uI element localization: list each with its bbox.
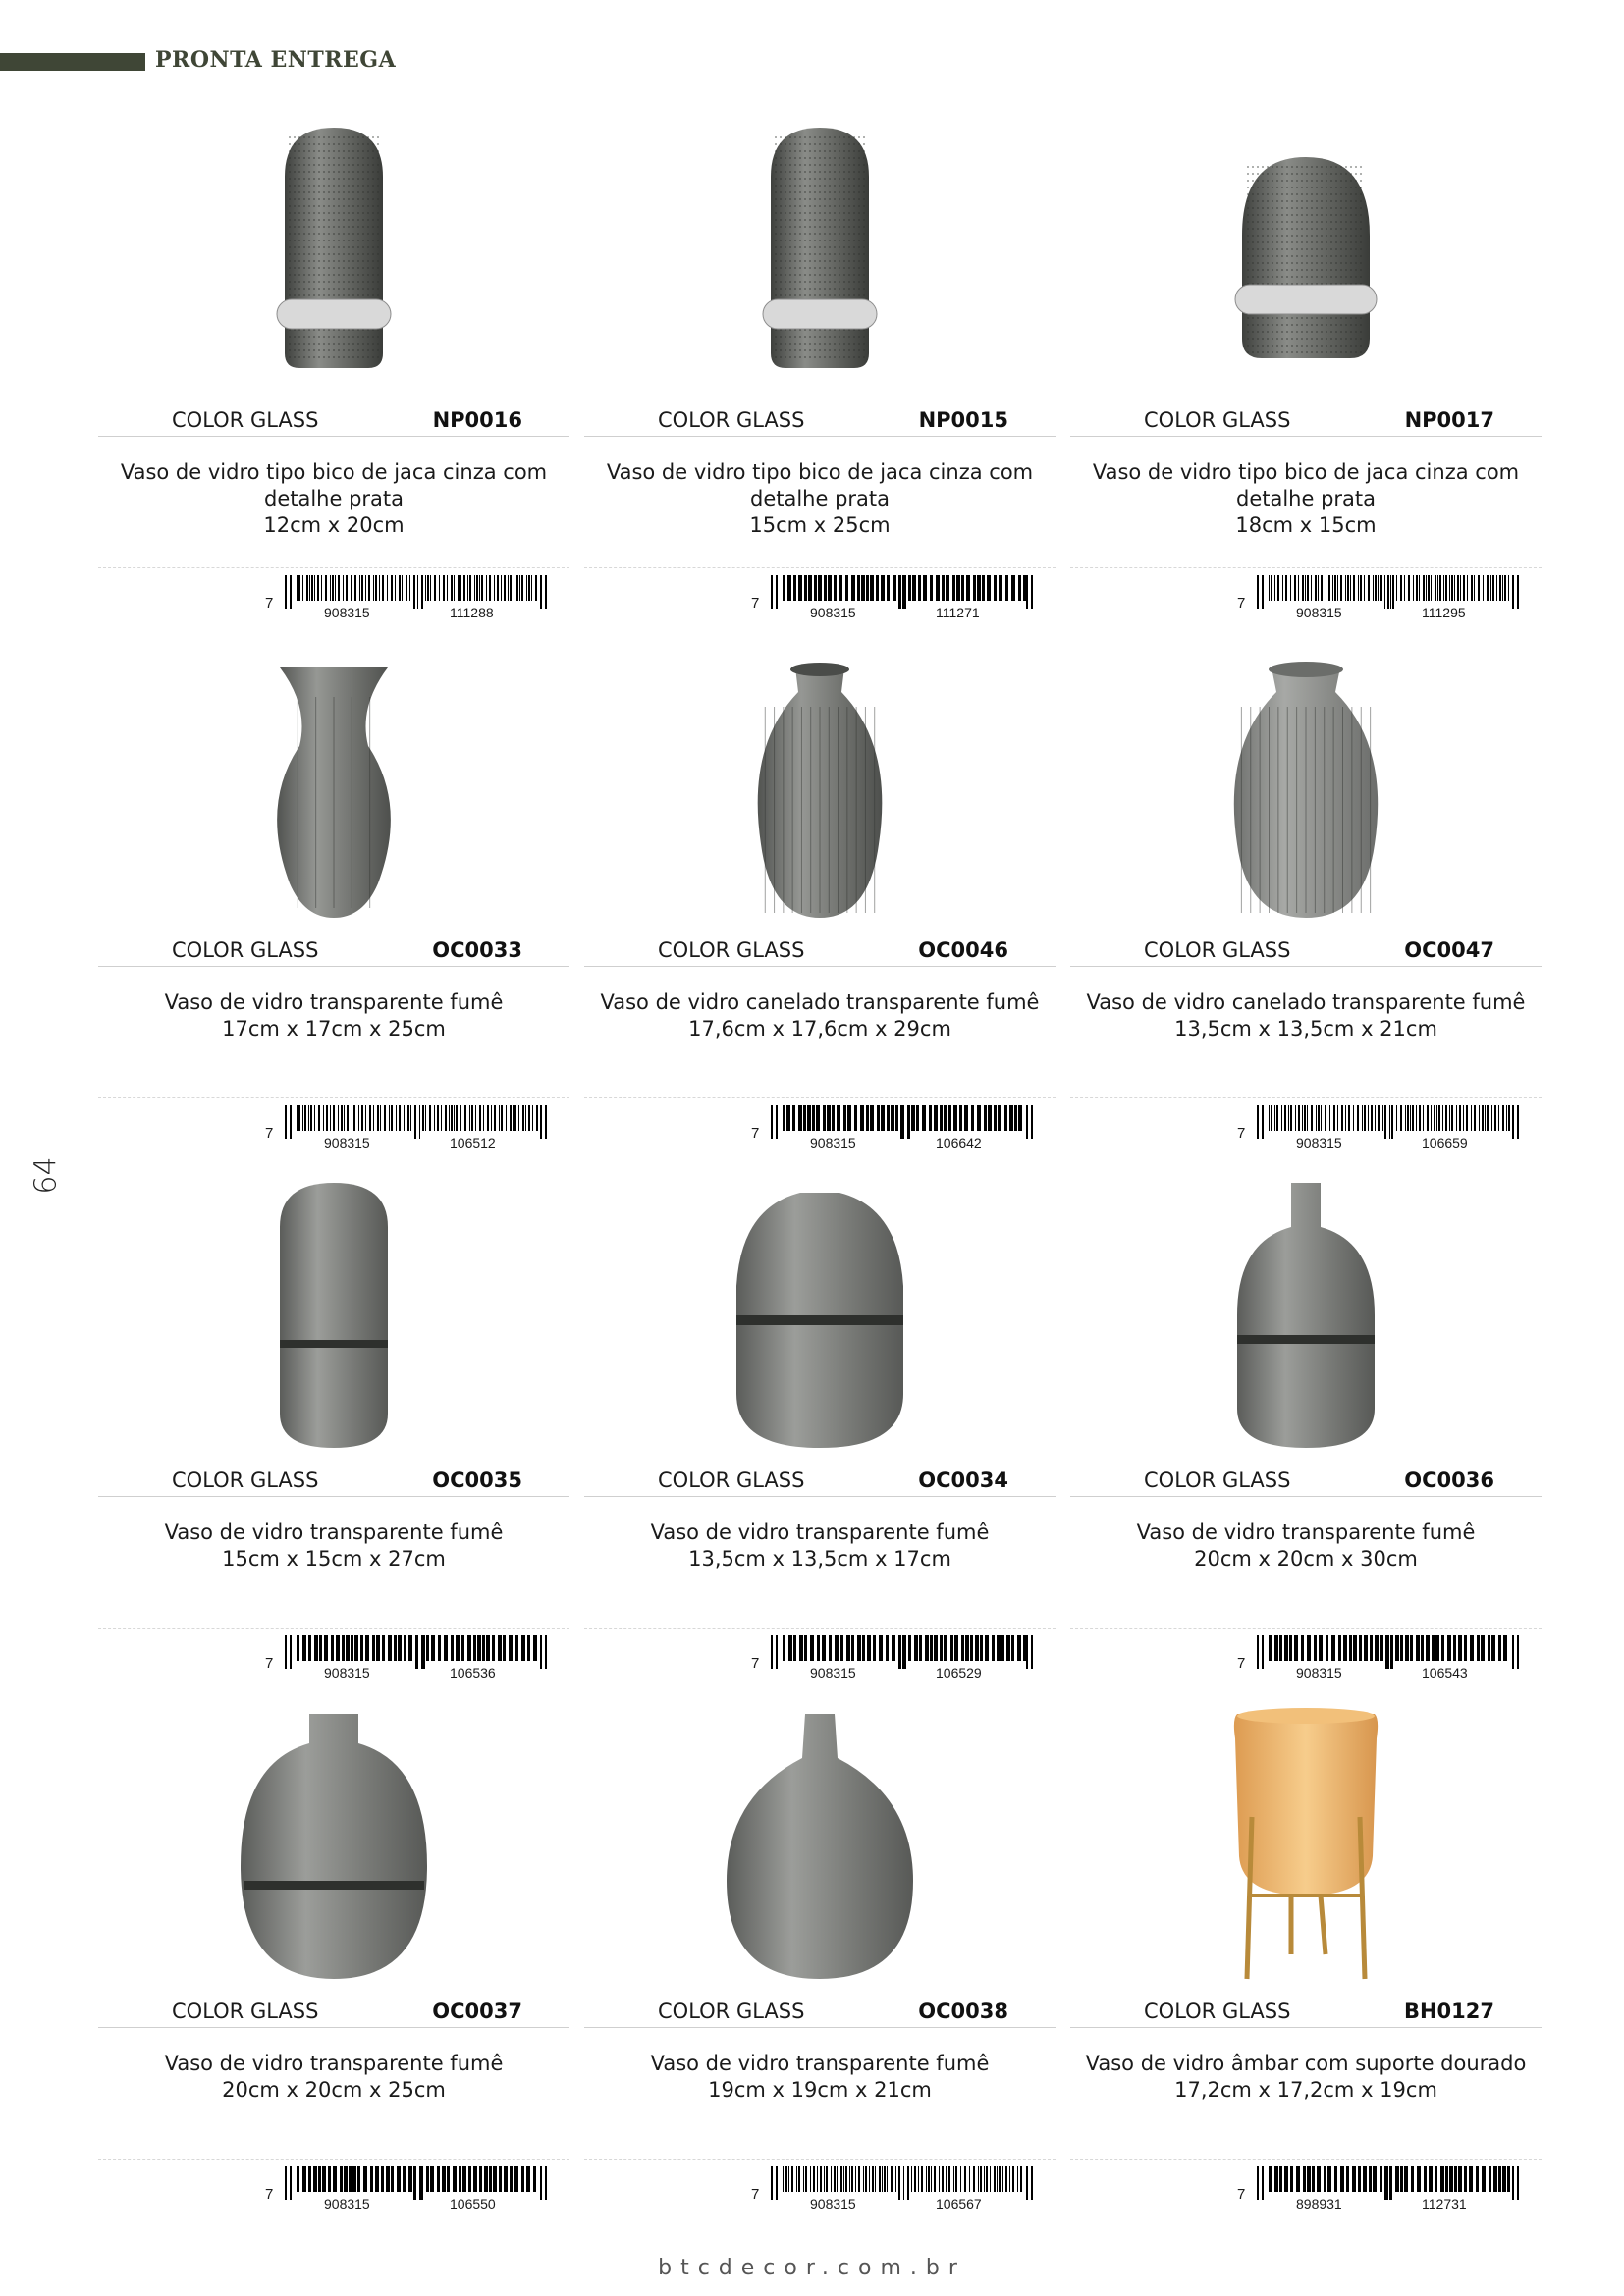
product-code: OC0036 xyxy=(1404,1468,1494,1492)
product-code: OC0037 xyxy=(432,2000,522,2023)
product-photo xyxy=(98,98,569,402)
product-description xyxy=(1070,989,1542,1042)
product-photo xyxy=(1070,1158,1542,1463)
product-description xyxy=(584,1520,1056,1573)
description-line: detalhe prata xyxy=(749,487,891,510)
barcode-digits: 7 xyxy=(1237,2186,1246,2203)
barcode-digits: 908315 xyxy=(1296,605,1342,620)
product-label-row xyxy=(584,1465,1056,1497)
product-code: NP0017 xyxy=(1404,408,1494,432)
product-card xyxy=(1070,628,1542,1163)
barcode xyxy=(265,1105,550,1152)
product-category: COLOR GLASS xyxy=(658,2000,805,2023)
product-code: OC0035 xyxy=(432,1468,522,1492)
divider xyxy=(98,567,569,568)
product-code: OC0034 xyxy=(918,1468,1008,1492)
description-line: 19cm x 19cm x 21cm xyxy=(708,2078,932,2102)
product-photo xyxy=(584,1689,1056,1994)
product-category: COLOR GLASS xyxy=(658,408,805,432)
product-card xyxy=(584,628,1056,1163)
product-description xyxy=(1070,1520,1542,1573)
product-card xyxy=(1070,98,1542,633)
product-card xyxy=(1070,1689,1542,2224)
product-label-row xyxy=(98,1996,569,2028)
page-title: PRONTA ENTREGA xyxy=(155,47,397,73)
divider xyxy=(98,1628,569,1629)
divider xyxy=(1070,1628,1542,1629)
barcode-digits: 908315 xyxy=(810,605,856,620)
description-line: 15cm x 15cm x 27cm xyxy=(222,1547,446,1571)
description-line: 12cm x 20cm xyxy=(263,513,405,537)
barcode xyxy=(751,575,1036,622)
product-description xyxy=(584,2051,1056,2104)
barcode-digits: 7 xyxy=(265,1655,274,1672)
description-line: Vaso de vidro transparente fumê xyxy=(650,1521,990,1544)
product-card xyxy=(98,98,569,633)
product-code: OC0046 xyxy=(918,938,1008,962)
divider xyxy=(1070,2159,1542,2160)
barcode-digits: 111295 xyxy=(1422,605,1466,620)
description-line: Vaso de vidro tipo bico de jaca cinza com xyxy=(120,460,548,484)
product-card xyxy=(98,1689,569,2224)
barcode-digits: 106536 xyxy=(450,1665,496,1681)
barcode-digits: 106543 xyxy=(1422,1665,1468,1681)
barcode-digits: 7 xyxy=(265,2186,274,2203)
barcode-digits: 908315 xyxy=(324,1665,370,1681)
product-card xyxy=(98,628,569,1163)
page-number: 64 xyxy=(28,1156,64,1195)
product-photo xyxy=(98,1158,569,1463)
description-line: Vaso de vidro canelado transparente fumê xyxy=(600,990,1040,1014)
barcode-digits: 111288 xyxy=(450,605,494,620)
product-description xyxy=(98,459,569,539)
product-category: COLOR GLASS xyxy=(172,1468,319,1492)
description-line: 13,5cm x 13,5cm x 17cm xyxy=(688,1547,951,1571)
barcode-digits: 908315 xyxy=(1296,1665,1342,1681)
product-category: COLOR GLASS xyxy=(658,1468,805,1492)
product-description xyxy=(98,2051,569,2104)
product-code: BH0127 xyxy=(1403,2000,1494,2023)
description-line: 17,6cm x 17,6cm x 29cm xyxy=(688,1017,951,1041)
product-label-row xyxy=(1070,404,1542,437)
barcode-digits: 908315 xyxy=(324,1135,370,1150)
barcode-digits: 898931 xyxy=(1296,2196,1342,2212)
barcode-bars xyxy=(1257,1635,1522,1669)
product-category: COLOR GLASS xyxy=(1144,1468,1291,1492)
barcode-digits: 7 xyxy=(265,595,274,612)
product-photo xyxy=(1070,1689,1542,1994)
product-photo xyxy=(1070,628,1542,933)
product-label-row xyxy=(1070,1996,1542,2028)
product-photo xyxy=(1070,98,1542,402)
barcode xyxy=(751,1105,1036,1152)
description-line: Vaso de vidro tipo bico de jaca cinza com xyxy=(606,460,1034,484)
description-line: detalhe prata xyxy=(1235,487,1377,510)
product-code: OC0033 xyxy=(432,938,522,962)
barcode-digits: 7 xyxy=(1237,1125,1246,1142)
barcode-digits: 7 xyxy=(265,1125,274,1142)
product-photo xyxy=(584,98,1056,402)
product-code: OC0038 xyxy=(918,2000,1008,2023)
barcode xyxy=(751,1635,1036,1682)
barcode-bars xyxy=(771,1635,1036,1669)
barcode xyxy=(1237,575,1522,622)
barcode-digits: 106642 xyxy=(936,1135,982,1150)
barcode-digits: 908315 xyxy=(810,1665,856,1681)
barcode-digits: 908315 xyxy=(810,2196,856,2212)
product-label-row xyxy=(1070,1465,1542,1497)
divider xyxy=(98,2159,569,2160)
product-category: COLOR GLASS xyxy=(1144,938,1291,962)
header-accent-bar xyxy=(0,53,145,71)
barcode-digits: 111271 xyxy=(936,605,980,620)
barcode-digits: 908315 xyxy=(1296,1135,1342,1150)
description-line: 20cm x 20cm x 30cm xyxy=(1194,1547,1418,1571)
description-line: 13,5cm x 13,5cm x 21cm xyxy=(1174,1017,1437,1041)
barcode-digits: 106529 xyxy=(936,1665,982,1681)
barcode-bars xyxy=(1257,2166,1522,2200)
barcode-digits: 106567 xyxy=(936,2196,982,2212)
product-description xyxy=(98,1520,569,1573)
barcode-digits: 7 xyxy=(751,1125,760,1142)
barcode-digits: 106512 xyxy=(450,1135,496,1150)
barcode-digits: 7 xyxy=(751,1655,760,1672)
product-photo xyxy=(584,1158,1056,1463)
product-description xyxy=(584,459,1056,539)
barcode-digits: 106659 xyxy=(1422,1135,1468,1150)
barcode xyxy=(265,575,550,622)
product-description xyxy=(98,989,569,1042)
description-line: Vaso de vidro transparente fumê xyxy=(650,2052,990,2075)
barcode-digits: 908315 xyxy=(810,1135,856,1150)
product-photo xyxy=(98,628,569,933)
product-label-row xyxy=(1070,934,1542,967)
product-label-row xyxy=(584,934,1056,967)
description-line: 17cm x 17cm x 25cm xyxy=(222,1017,446,1041)
description-line: 17,2cm x 17,2cm x 19cm xyxy=(1174,2078,1437,2102)
product-category: COLOR GLASS xyxy=(172,2000,319,2023)
product-code: NP0015 xyxy=(918,408,1008,432)
product-label-row xyxy=(98,404,569,437)
barcode-digits: 7 xyxy=(751,2186,760,2203)
product-category: COLOR GLASS xyxy=(658,938,805,962)
product-category: COLOR GLASS xyxy=(172,938,319,962)
description-line: Vaso de vidro tipo bico de jaca cinza com xyxy=(1092,460,1520,484)
product-description xyxy=(1070,2051,1542,2104)
description-line: 15cm x 25cm xyxy=(749,513,891,537)
barcode-bars xyxy=(1257,575,1522,609)
barcode-bars xyxy=(771,2166,1036,2200)
barcode xyxy=(1237,2166,1522,2214)
barcode-bars xyxy=(285,1105,550,1139)
barcode xyxy=(1237,1635,1522,1682)
product-category: COLOR GLASS xyxy=(1144,408,1291,432)
divider xyxy=(584,2159,1056,2160)
product-label-row xyxy=(584,1996,1056,2028)
barcode-bars xyxy=(1257,1105,1522,1139)
description-line: Vaso de vidro transparente fumê xyxy=(164,2052,504,2075)
description-line: Vaso de vidro transparente fumê xyxy=(164,990,504,1014)
product-card xyxy=(584,1158,1056,1693)
barcode-bars xyxy=(285,2166,550,2200)
description-line: detalhe prata xyxy=(263,487,405,510)
description-line: Vaso de vidro canelado transparente fumê xyxy=(1086,990,1526,1014)
footer-website[interactable]: btcdecor.com.br xyxy=(658,2256,966,2280)
barcode xyxy=(1237,1105,1522,1152)
barcode-digits: 7 xyxy=(1237,595,1246,612)
description-line: 18cm x 15cm xyxy=(1235,513,1377,537)
product-card xyxy=(584,98,1056,633)
product-description xyxy=(1070,459,1542,539)
barcode xyxy=(265,2166,550,2214)
product-photo xyxy=(584,628,1056,933)
product-photo xyxy=(98,1689,569,1994)
description-line: Vaso de vidro transparente fumê xyxy=(1136,1521,1476,1544)
barcode-digits: 7 xyxy=(751,595,760,612)
divider xyxy=(584,1628,1056,1629)
product-card xyxy=(584,1689,1056,2224)
barcode xyxy=(751,2166,1036,2214)
product-category: COLOR GLASS xyxy=(172,408,319,432)
product-card xyxy=(1070,1158,1542,1693)
product-code: OC0047 xyxy=(1404,938,1494,962)
barcode-bars xyxy=(285,1635,550,1669)
divider xyxy=(584,567,1056,568)
product-label-row xyxy=(98,934,569,967)
barcode-digits: 112731 xyxy=(1422,2196,1467,2212)
divider xyxy=(584,1097,1056,1098)
barcode-digits: 908315 xyxy=(324,605,370,620)
barcode-digits: 7 xyxy=(1237,1655,1246,1672)
product-label-row xyxy=(98,1465,569,1497)
barcode-bars xyxy=(285,575,550,609)
barcode-digits: 908315 xyxy=(324,2196,370,2212)
barcode-bars xyxy=(771,1105,1036,1139)
barcode-digits: 106550 xyxy=(450,2196,496,2212)
divider xyxy=(98,1097,569,1098)
barcode xyxy=(265,1635,550,1682)
divider xyxy=(1070,567,1542,568)
divider xyxy=(1070,1097,1542,1098)
product-card xyxy=(98,1158,569,1693)
product-code: NP0016 xyxy=(432,408,522,432)
description-line: Vaso de vidro âmbar com suporte dourado xyxy=(1085,2052,1527,2075)
product-description xyxy=(584,989,1056,1042)
description-line: Vaso de vidro transparente fumê xyxy=(164,1521,504,1544)
product-category: COLOR GLASS xyxy=(1144,2000,1291,2023)
product-label-row xyxy=(584,404,1056,437)
barcode-bars xyxy=(771,575,1036,609)
description-line: 20cm x 20cm x 25cm xyxy=(222,2078,446,2102)
